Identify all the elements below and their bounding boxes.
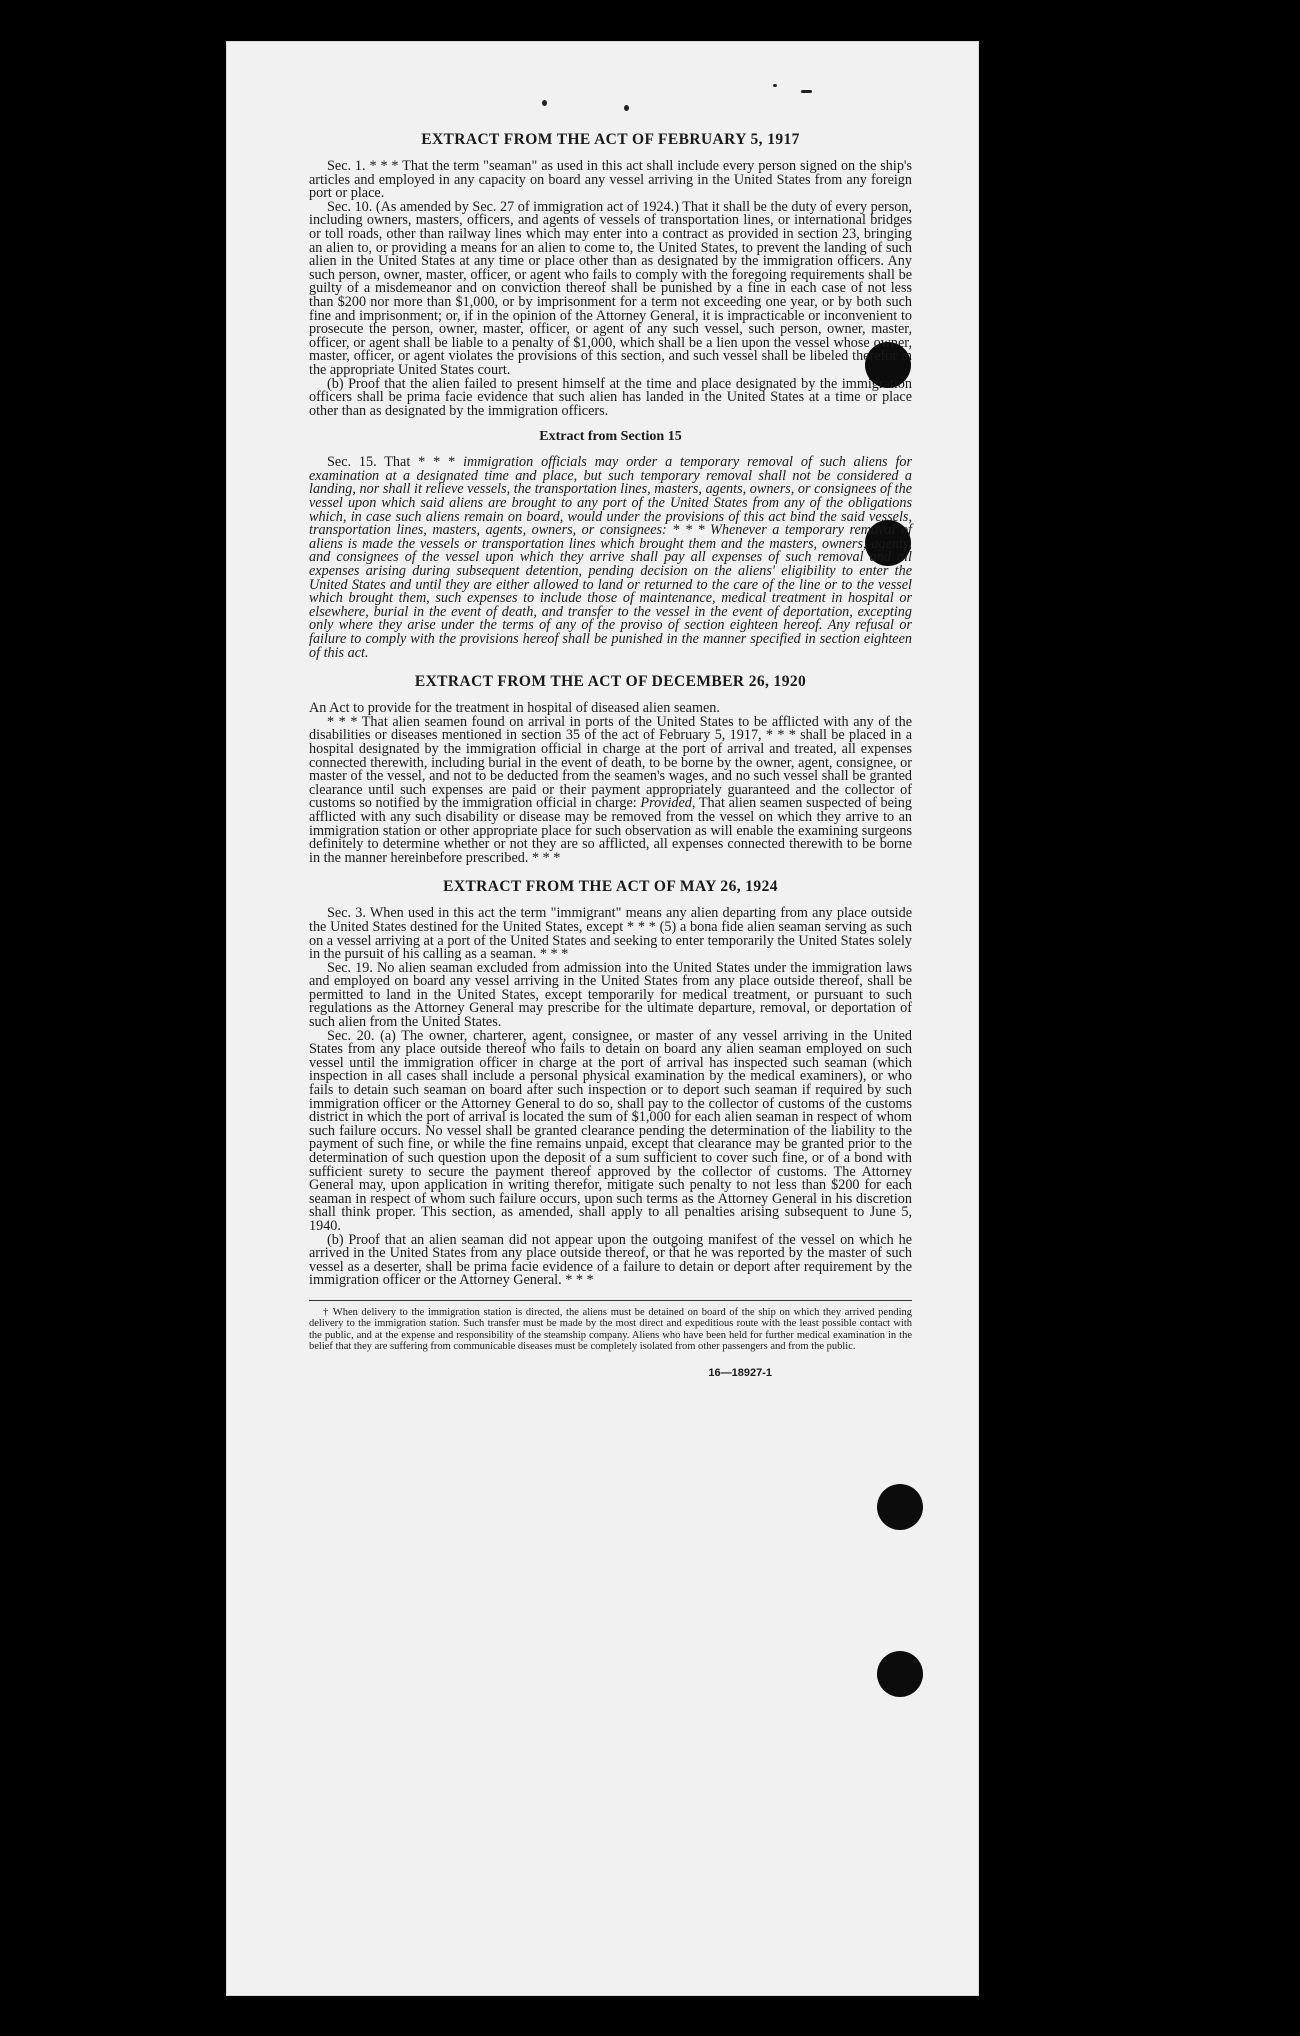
paragraph-sec-10: Sec. 10. (As amended by Sec. 27 of immigration act of 1924.) That it shall be the duty of every person, including owners, masters, officers, and agents of vessels of transportation lines, or international bridges or toll roads, other than railway lines which may enter into a contract as provided in section 23, bringing an alien to, or providing a means for an alien to come to, the United States, to prevent the landing of such alien in the United States at any time or place other than as designated by the immigration officers. Any such person, owner, master, officer, or agent who fails to comply with the foregoing requirements shall be guilty of a misdemeanor and on conviction thereof shall be punished by a fine in each case of not less than $200 nor more than $1,000, or by imprisonment for a term not exceeding one year, or by both such fine and imprisonment; or, if in the opinion of the Attorney General, it is impracticable or inconvenient to prosecute the person, owner, master, officer, or agent of any such vessel, such person, owner, master, officer, or agent shall be liable to a penalty of $1,000, which shall be a lien upon the vessel whose owner, master, officer, or agent violates the provisions of this section, and such vessel shall be libeled therefor in the appropriate United States court. bbox=[309, 198, 912, 378]
paragraph-sec-20-b: (b) Proof that an alien seaman did not appear upon the outgoing manifest of the vessel on which he arrived in the United States from any place outside thereof, or that he was reported by the master of such vessel as a deserter, shall be prima facie evidence of a failure to detain or deport after requirement by the immigration officer or the Attorney General. * * * bbox=[309, 1231, 912, 1289]
document-page bbox=[227, 42, 978, 1995]
paragraph-hospital-treatment-b: That alien seamen suspected of being afflicted with any such disability or disease may be removed from the vessel on which they arrive to an immigration station or other appropriate place for such observation as will enable the examining surgeons definitely to determine whether or not they are so afflicted, all expenses connected therewith to be borne in the manner hereinbefore prescribed. * * * bbox=[309, 795, 912, 866]
scan-speck bbox=[542, 100, 547, 106]
punch-hole bbox=[877, 1484, 923, 1530]
section-heading-feb-1917: EXTRACT FROM THE ACT OF FEBRUARY 5, 1917 bbox=[421, 131, 800, 148]
section-heading-section-15: Extract from Section 15 bbox=[539, 429, 682, 445]
footnote-divider bbox=[309, 1300, 912, 1301]
paragraph-sec-3: Sec. 3. When used in this act the term "immigrant" means any alien departing from any place outside the United States destined for the United States, except * * * (5) a bona fide alien seaman serving as such on a vessel arriving at a port of the United States and seeking to enter temporarily the United States solely in the pursuit of his calling as a seaman. * * * bbox=[309, 905, 912, 963]
paragraph-sec-15-italic: immigration officials may order a temporary removal of such aliens for examination at a designated time and place, but such temporary removal shall not be considered a landing, nor shall it relieve vessels, the transportation lines, masters, agents, owners, or consignees of the vessel upon which said aliens are brought to any port of the United States from any of the obligations which, in case such aliens remain on board, would under the provisions of this act bind the said vessels, transportation lines, masters, agents, owners, or consignees: * * * Whenever a temporary removal of aliens is made the vessels or transportation lines which brought them and the masters, owners, agents, and consignees of the vessel upon which they arrive shall pay all expenses of such removal and all expenses arising during subsequent detention, pending decision on the aliens' eligibility to enter the United States and until they are either allowed to land or returned to the care of the line or to the vessel which brought them, such expenses to include those of maintenance, medical treatment in hospital or elsewhere, burial in the event of death, and transfer to the vessel in the event of deportation, excepting only where they arise under the terms of any of the proviso of section eighteen hereof. Any refusal or failure to comply with the provisions hereof shall be punished in the manner specified in section eighteen of this act. bbox=[309, 454, 912, 661]
paragraph-sec-15-lead: Sec. 15. That * * * bbox=[327, 454, 464, 471]
paragraph-sec-10-b: (b) Proof that the alien failed to present himself at the time and place designated by the immigration officers shall be prima facie evidence that such alien has landed in the United States at a time or place other than as designated by the immigration officers. bbox=[309, 375, 912, 419]
paragraph-provided: Provided, bbox=[640, 795, 696, 812]
paragraph-act-title: An Act to provide for the treatment in hospital of diseased alien seamen. bbox=[309, 700, 720, 717]
paragraph-sec-19: Sec. 19. No alien seaman excluded from admission into the United States under the immigration laws and employed on board any vessel arriving in the United States from any place outside thereof, shall be permitted to land in the United States, except temporarily for medical treatment, or pursuant to such regulations as the Attorney General may prescribe for the ultimate departure, removal, or deportation of such alien from the United States. bbox=[309, 959, 912, 1031]
paragraph-sec-1: Sec. 1. * * * That the term "seaman" as used in this act shall include every person signed on the ship's articles and employed in any capacity on board any vessel arriving in the United States from any foreign port or place. bbox=[309, 158, 912, 202]
paragraph-sec-15 bbox=[309, 456, 912, 660]
form-code: 16—18927-1 bbox=[708, 1366, 772, 1379]
scan-speck bbox=[773, 84, 777, 87]
document-body bbox=[309, 130, 912, 1379]
scan-speck bbox=[801, 90, 812, 93]
paragraph-hospital-treatment-a: * * * That alien seamen found on arrival in ports of the United States to be afflicted with any of the disabilities or diseases mentioned in section 35 of the act of February 5, 1917, * * * shall be placed in a hospital designated by the immigration official in charge at the port of arrival and treated, all expenses connected therewith, including burial in the event of death, to be borne by the owner, agent, consignee, or master of the vessel, and not to be deducted from the seamen's wages, and no such vessel shall be granted clearance until such expenses are paid or their payment appropriately guaranteed and the collector of customs so notified by the immigration official in charge: bbox=[309, 713, 912, 812]
footnote: † When delivery to the immigration station is directed, the aliens must be detained on board of the ship on which they arrived pending delivery to the immigration station. Such transfer must be made by the most direct and expeditious route with the least possible contact with the public, and at the expense and responsibility of the steamship company. Aliens who have been held for further medical examination in the belief that they are suffering from communicable diseases must be completely isolated from other passengers and from the public. bbox=[309, 1306, 912, 1353]
punch-hole bbox=[877, 1651, 923, 1697]
section-heading-dec-1920: EXTRACT FROM THE ACT OF DECEMBER 26, 1920 bbox=[414, 673, 807, 691]
paragraph-hospital-treatment bbox=[309, 713, 912, 866]
scan-speck bbox=[624, 105, 629, 111]
section-heading-may-1924: EXTRACT FROM THE ACT OF MAY 26, 1924 bbox=[443, 878, 778, 896]
paragraph-sec-20-a: Sec. 20. (a) The owner, charterer, agent, consignee, or master of any vessel arriving in the United States from any place outside thereof who fails to detain on board any alien seaman employed on such vessel until the immigration officer in charge at the port of arrival has inspected such seaman (which inspection in all cases shall include a personal physical examination by the medical examiners), or who fails to detain such seaman on board after such inspection or to deport such seaman if required by such immigration officer or the Attorney General to do so, shall pay to the collector of customs of the customs district in which the port of arrival is located the sum of $1,000 for each alien seaman in respect of whom such failure occurs. No vessel shall be granted clearance pending the determination of the liability to the payment of such fine, or while the fine remains unpaid, except that clearance may be granted prior to the determination of such question upon the deposit of a sum sufficient to cover such fine, or of a bond with sufficient surety to secure the payment thereof approved by the collector of customs. The Attorney General may, upon application in writing therefor, mitigate such penalty to not less than $200 for each seaman in respect of whom such failure occurs, upon such terms as the Attorney General in his discretion shall think proper. This section, as amended, shall apply to all penalties arising subsequent to June 5, 1940. bbox=[309, 1027, 912, 1234]
